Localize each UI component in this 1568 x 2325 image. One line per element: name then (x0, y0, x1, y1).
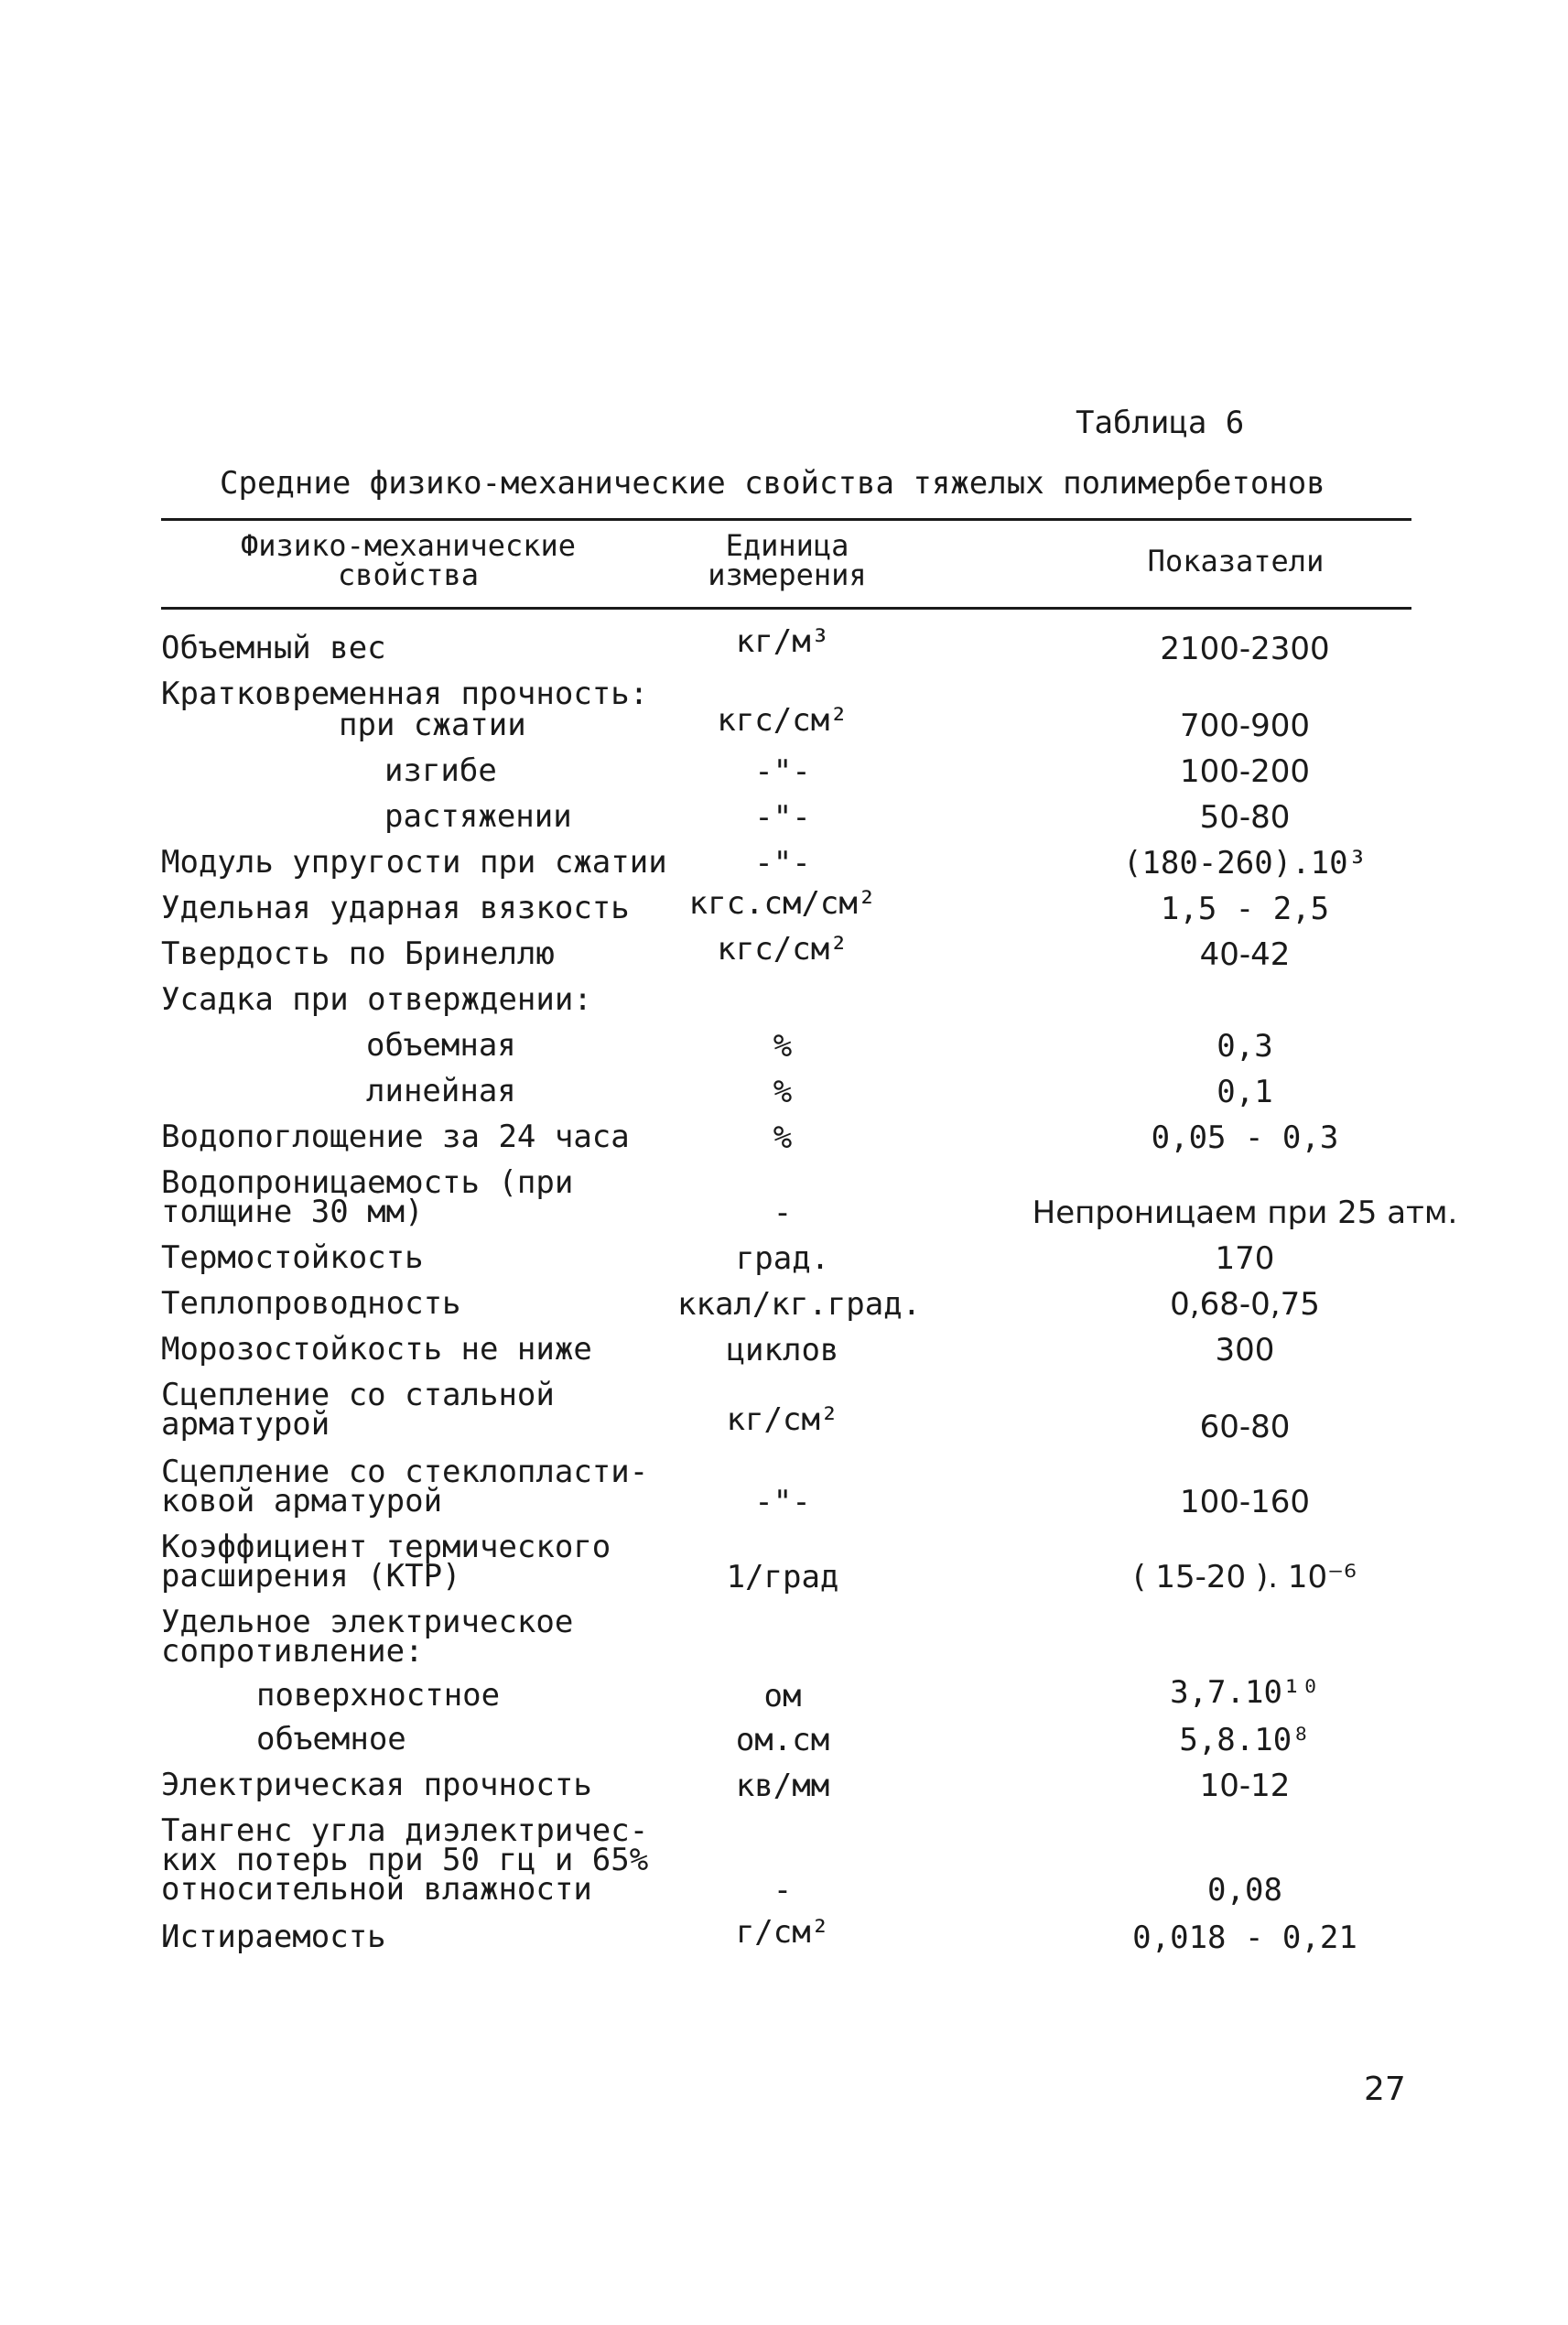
value-cell: ( 15-20 ). 10⁻⁶ (1133, 1559, 1357, 1595)
unit-cell: -"- (754, 753, 811, 790)
unit-cell: кг/м³ (735, 623, 830, 660)
property-cell: Модуль упругости при сжатии (161, 844, 667, 881)
unit-cell: г/см² (735, 1914, 830, 1951)
page-number: 27 (1364, 2071, 1406, 2108)
unit-cell: % (773, 1074, 793, 1110)
property-cell: Удельная ударная вязкость (161, 890, 630, 926)
property-cell: при сжатии (339, 707, 526, 743)
property-cell: Электрическая прочность (161, 1767, 592, 1803)
value-cell: 50-80 (1199, 799, 1291, 836)
value-cell: 1,5 - 2,5 (1160, 891, 1330, 927)
property-cell: Тангенс угла диэлектричес- ких потерь при 50 гц и 65% относительной влажности (161, 1812, 649, 1908)
property-cell: Термостойкость (161, 1239, 424, 1276)
unit-cell: кв/мм (735, 1768, 830, 1804)
column-header-value: Показатели (1147, 544, 1325, 579)
property-cell: Коэффициент термического расширения (КТР) (161, 1529, 611, 1595)
unit-cell: ом.см (735, 1722, 830, 1758)
value-cell: 0,08 (1207, 1872, 1282, 1909)
column-header-unit: Единица измерения (708, 528, 867, 592)
unit-cell: кгс.см/см² (688, 885, 877, 922)
property-cell: изгибе (384, 752, 497, 789)
table-title: Средние физико-механические свойства тяжелых полимербетонов (220, 465, 1325, 502)
property-cell: объемная (366, 1027, 516, 1064)
unit-cell: 1/град (726, 1559, 839, 1595)
unit-cell: -"- (754, 799, 811, 836)
value-cell: 2100-2300 (1160, 631, 1330, 667)
unit-cell: % (773, 1028, 793, 1065)
property-cell: Водопоглощение за 24 часа (161, 1119, 630, 1155)
value-cell: (180-260).10³ (1122, 845, 1368, 881)
unit-cell: кгс/см² (717, 702, 849, 739)
table-top-rule (161, 518, 1411, 521)
property-cell: Удельное электрическое сопротивление: (161, 1604, 574, 1670)
property-cell: Сцепление со стеклопласти- ковой арматурой (161, 1454, 649, 1519)
unit-cell: - (773, 1872, 793, 1909)
property-cell: Теплопроводность (161, 1285, 461, 1322)
value-cell: 0,1 (1217, 1074, 1273, 1110)
value-cell: 0,68-0,75 (1170, 1286, 1320, 1323)
property-cell: Истираемость (161, 1919, 386, 1955)
unit-cell: ккал/кг.град. (677, 1286, 922, 1323)
property-cell: Морозостойкость не ниже (161, 1331, 592, 1368)
value-cell: 170 (1215, 1240, 1275, 1277)
property-cell: Объемный вес (161, 630, 386, 666)
value-cell: 60-80 (1199, 1409, 1291, 1445)
property-cell: Усадка при отверждении: (161, 981, 592, 1018)
value-cell: 10-12 (1199, 1768, 1291, 1804)
unit-cell: -"- (754, 1484, 811, 1520)
column-header-property: Физико-механические свойства (240, 528, 577, 592)
value-cell: Непроницаем при 25 атм. (1032, 1195, 1458, 1231)
unit-cell: ом (763, 1678, 802, 1714)
unit-cell: -"- (754, 845, 811, 881)
unit-cell: кгс/см² (717, 931, 849, 968)
value-cell: 5,8.10⁸ (1179, 1722, 1311, 1758)
property-cell: объемное (256, 1721, 406, 1757)
property-cell: растяжении (384, 798, 572, 835)
unit-cell: град. (735, 1240, 830, 1277)
property-cell: линейная (366, 1073, 516, 1109)
property-cell: Водопроницаемость (при толщине 30 мм) (161, 1164, 574, 1230)
unit-cell: - (773, 1195, 793, 1231)
unit-cell: циклов (726, 1332, 839, 1368)
property-cell: Твердость по Бринеллю (161, 935, 555, 972)
value-cell: 0,018 - 0,21 (1132, 1919, 1357, 1956)
value-cell: 0,05 - 0,3 (1151, 1119, 1339, 1156)
table-label: Таблица 6 (1076, 405, 1245, 441)
value-cell: 100-160 (1179, 1484, 1311, 1520)
value-cell: 300 (1215, 1332, 1275, 1368)
property-cell: поверхностное (256, 1677, 501, 1714)
property-cell: Сцепление со стальной арматурой (161, 1377, 555, 1443)
unit-cell: % (773, 1119, 793, 1156)
property-cell: Кратковременная прочность: (161, 676, 649, 712)
value-cell: 40-42 (1199, 936, 1291, 973)
table-header-rule (161, 607, 1411, 610)
value-cell: 100-200 (1179, 753, 1311, 790)
value-cell: 0,3 (1217, 1028, 1273, 1065)
value-cell: 3,7.10¹⁰ (1170, 1674, 1320, 1711)
unit-cell: кг/см² (726, 1401, 839, 1438)
value-cell: 700-900 (1179, 708, 1311, 744)
